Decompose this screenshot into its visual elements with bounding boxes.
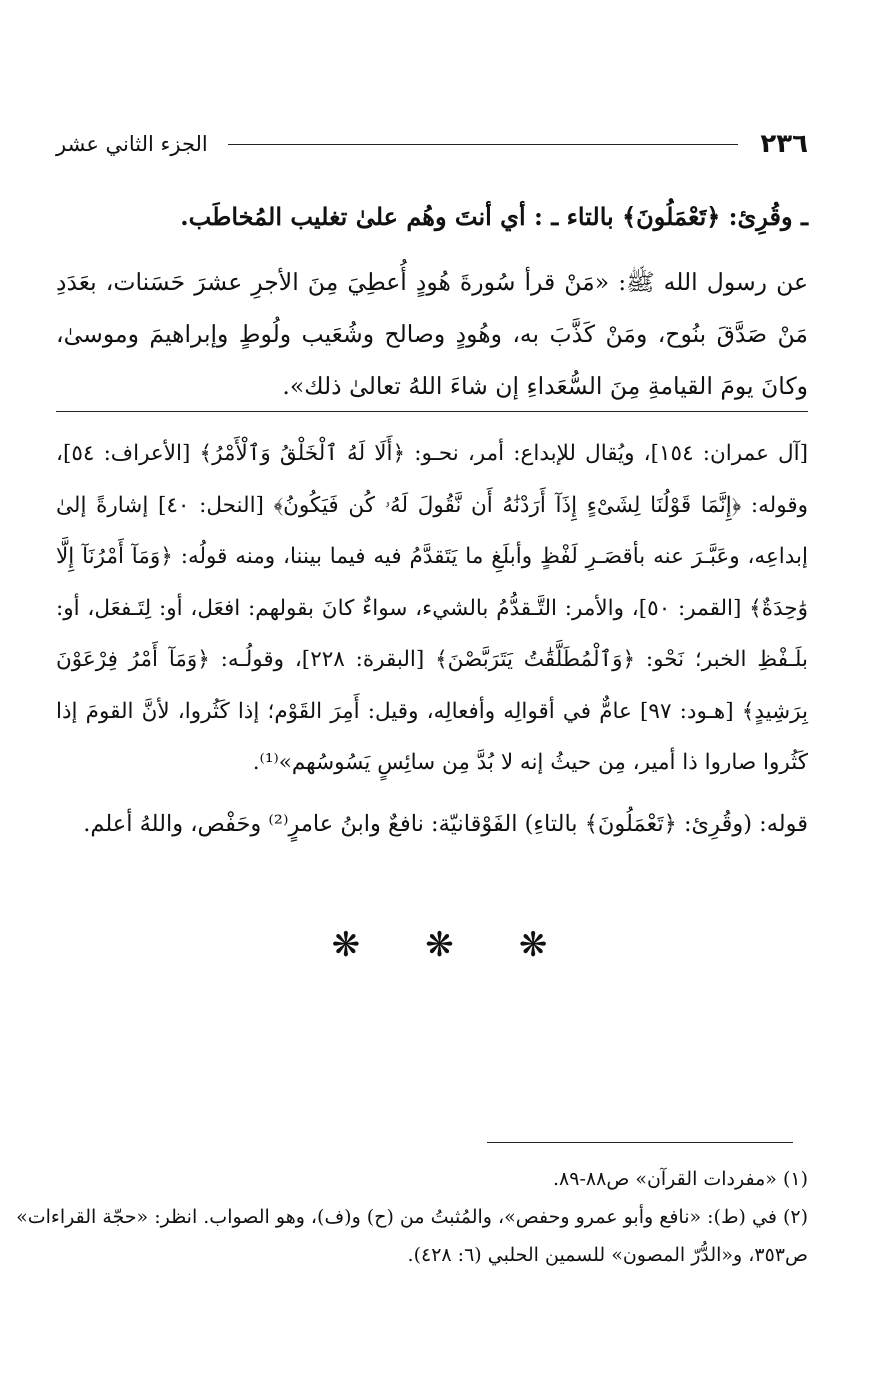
header-rule: [228, 144, 739, 145]
separator-star-icon: ❋: [425, 925, 454, 965]
footnote-rule: [487, 1142, 793, 1143]
footnote-2: (٢) في (ط): «نافع وأبو عمرو وحفص»، والمُثبتُ من (ح) و(ف)، وهو الصواب. انظر: «حجّة القراءات»: [16, 1206, 808, 1228]
section-separator: [0, 920, 879, 970]
gloss-paragraph: [آل عمران: ١٥٤]، ويُقال للإبداع: أمر، نحـو: ﴿أَلَا لَهُ ٱلْخَلْقُ وَٱلْأَمْرُ﴾ [الأعراف: ٥٤]، وقوله: ﴿إِنَّمَا قَوْلُنَا لِشَىْءٍ إِذَآ أَرَدْنَٰهُ أَن نَّقُولَ لَهُۥ كُن فَيَكُونُ﴾ [النحل: ٤٠] إشارةً إلىٰ إبداعِه، وعَبَّـرَ عنه بأقصَـرِ لَفْظٍ وأبلَغِ ما يَتَقدَّمُ فيه فيما بيننا، ومنه قولُه: ﴿وَمَآ أَمْرُنَآ إِلَّا وَٰحِدَةٌ﴾ [القمر: ٥٠]، والأمر: التَّـقدُّمُ بالشيء، سواءٌ كانَ بقولهم: افعَل، أو: لِتَـفعَل، أو: بلَـفْظِ الخبر؛ نَحْو: ﴿وَٱلْمُطَلَّقَٰتُ يَتَرَبَّصْنَ﴾ [البقرة: ٢٢٨]، وقولُـه: ﴿وَمَآ أَمْرُ فِرْعَوْنَ بِرَشِيدٍ﴾ [هـود: ٩٧] عامٌّ في أقوالِه وأفعالِه، وقيل: أَمِرَ القَوْم؛ إذا كَثُروا، لأنَّ القومَ إذا كَثُروا صاروا ذا أمير، مِن حيثُ إنه لا بُدَّ مِن سائِسٍ يَسُوسُهم»⁽¹⁾.: [56, 441, 809, 775]
section-divider: [56, 411, 808, 412]
separator-star-icon: ❋: [518, 925, 548, 965]
separator-star-icon: ❋: [331, 925, 361, 965]
footnote-1: (١) «مفردات القرآن» ص٨٨-٨٩.: [553, 1168, 808, 1190]
footnotes: [16, 1160, 808, 1274]
footnote-2-continuation: ص٣٥٣، و«الدُّرّ المصون» للسمين الحلبي (٦: ٤٢٨).: [407, 1244, 808, 1266]
page-header: [56, 120, 808, 168]
commentary-paragraph-2: قوله: (وقُرِئ: ﴿تَعْمَلُونَ﴾ بالتاءِ) الفَوْقانيّة: نافعٌ وابنُ عامرٍ⁽²⁾ وحَفْص، واللهُ أعلم.: [83, 811, 808, 837]
page-number: ٢٣٦: [760, 129, 808, 159]
hadith-paragraph: عن رسول الله ﷺ: «مَنْ قرأ سُورةَ هُودٍ أُعطِيَ مِنَ الأجرِ عشرَ حَسَنات، بعَدَدِ مَنْ صَدَّقَ بنُوح، ومَنْ كَذَّبَ به، وهُودٍ وصالح وشُعَيب ولُوطٍ وإبراهيمَ وموسىٰ، وكانَ يومَ القيامةِ مِنَ السُّعَداءِ إن شاءَ اللهُ تعالىٰ ذلك».: [56, 268, 808, 400]
commentary-paragraph-1: ـ وقُرِئ: ﴿تَعْمَلُونَ﴾ بالتاء ـ : أي أنتَ وهُم علىٰ تغليب المُخاطَب.: [180, 202, 808, 231]
running-title: الجزء الثاني عشر: [56, 132, 208, 156]
